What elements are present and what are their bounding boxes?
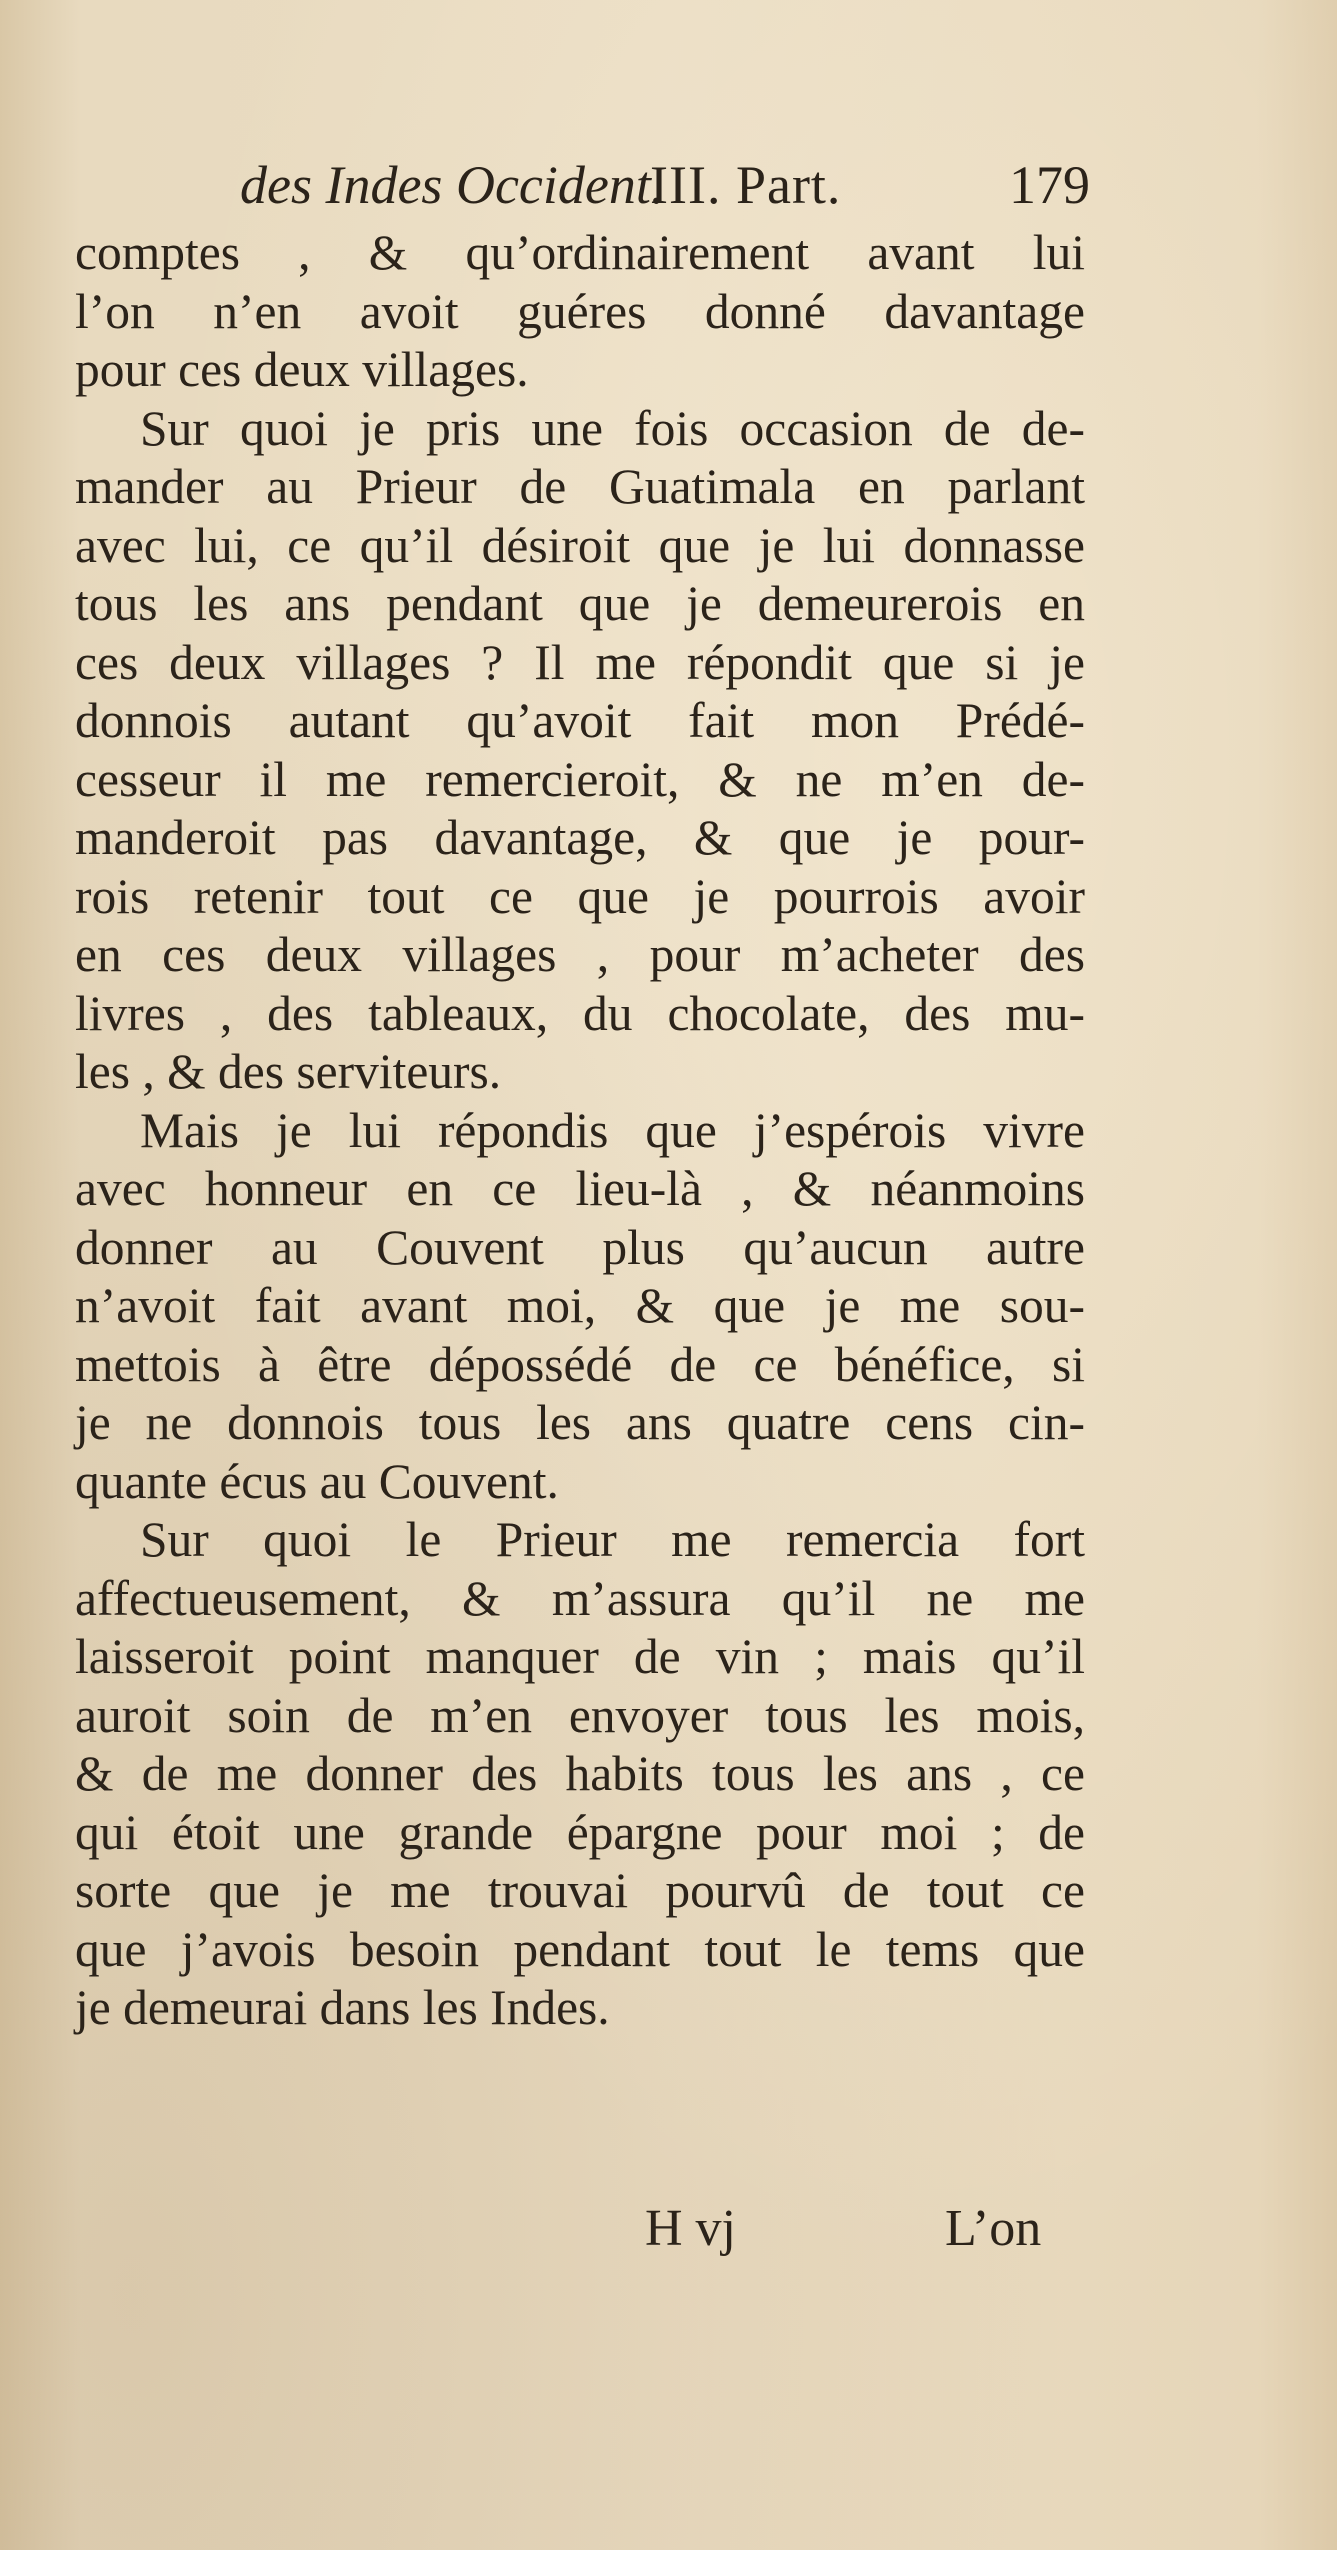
body-text	[75, 224, 1085, 2038]
text-line: je ne donnois tous les ans quatre cens cin-	[75, 1395, 1085, 1450]
page-number: 179	[1009, 155, 1090, 215]
catchword: L’on	[945, 2200, 1042, 2257]
text-line: livres , des tableaux, du chocolate, des mu-	[75, 985, 1085, 1041]
text-line: en ces deux villages , pour m’acheter des	[75, 927, 1085, 982]
text-line: affectueusement, & m’assura qu’il ne me	[75, 1570, 1085, 1626]
signature-mark: H vj	[645, 2200, 736, 2257]
text-line: auroit soin de m’en envoyer tous les mois,	[75, 1687, 1085, 1743]
text-line: l’on n’en avoit guéres donné davantage	[75, 283, 1085, 339]
text-line: ces deux villages ? Il me répondit que si je	[75, 634, 1085, 690]
text-line: Sur quoi je pris une fois occasion de de-	[140, 400, 1085, 456]
text-line: donner au Couvent plus qu’aucun autre	[75, 1219, 1085, 1275]
text-line: Sur quoi le Prieur me remercia fort	[140, 1512, 1085, 1567]
text-line: tous les ans pendant que je demeurerois en	[75, 576, 1085, 631]
text-line: sorte que je me trouvai pourvû de tout ce	[75, 1863, 1085, 1918]
text-line: que j’avois besoin pendant tout le tems que	[75, 1921, 1085, 1977]
text-line: quante écus au Couvent.	[75, 1453, 559, 1509]
text-line: les , & des serviteurs.	[75, 1044, 502, 1099]
text-line: cesseur il me remercieroit, & ne m’en de-	[75, 751, 1085, 807]
text-line: Mais je lui répondis que j’espérois vivre	[140, 1102, 1085, 1158]
text-line: n’avoit fait avant moi, & que je me sou-	[75, 1278, 1085, 1333]
text-line: avec lui, ce qu’il désiroit que je lui donnasse	[75, 517, 1085, 573]
running-header	[240, 150, 1090, 220]
text-line: je demeurai dans les Indes.	[75, 1980, 610, 2035]
part-label: III. Part.	[650, 155, 842, 215]
text-line: avec honneur en ce lieu-là , & néanmoins	[75, 1161, 1085, 1216]
text-line: mander au Prieur de Guatimala en parlant	[75, 459, 1085, 514]
text-line: donnois autant qu’avoit fait mon Prédé-	[75, 693, 1085, 748]
text-line: mettois à être dépossédé de ce bénéfice, si	[75, 1336, 1085, 1392]
text-line: rois retenir tout ce que je pourrois avoir	[75, 868, 1085, 924]
text-line: pour ces deux villages.	[75, 342, 529, 397]
text-line: laisseroit point manquer de vin ; mais qu’il	[75, 1629, 1085, 1684]
running-title: des Indes Occident.	[240, 155, 665, 215]
text-line: & de me donner des habits tous les ans , ce	[75, 1746, 1085, 1801]
text-line: manderoit pas davantage, & que je pour-	[75, 810, 1085, 865]
text-line: qui étoit une grande épargne pour moi ; de	[75, 1804, 1085, 1860]
text-line: comptes , & qu’ordinairement avant lui	[75, 225, 1085, 280]
